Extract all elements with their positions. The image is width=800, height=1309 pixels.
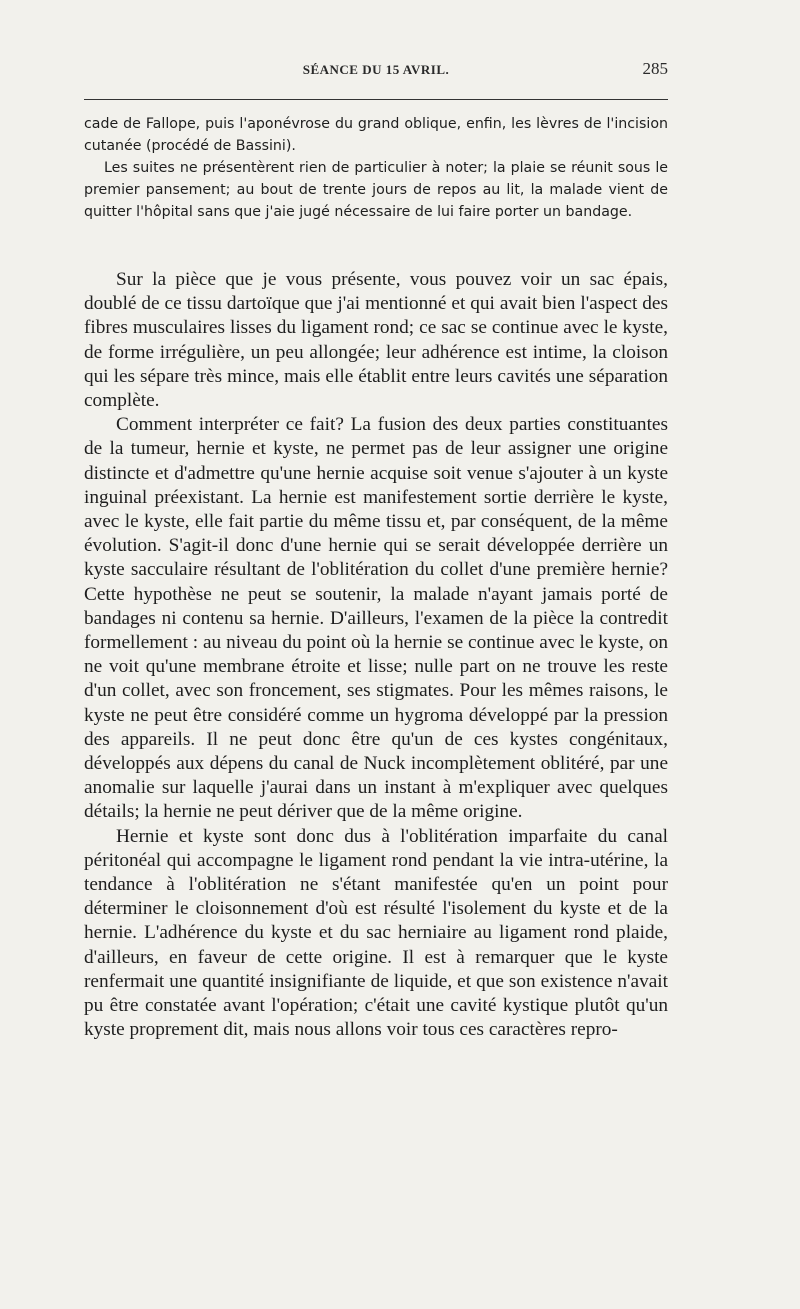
header-rule (84, 99, 668, 100)
page-header (84, 59, 668, 88)
body-text (84, 268, 668, 1043)
note-paragraph-2: Les suites ne présentèrent rien de particulier à noter; la plaie se réunit sous le premier pansement; au bout de trente jours de repos au lit, la malade vient de quitter l'hôpital sans que j'aie jugé nécessaire de lui faire porter un bandage. (84, 160, 668, 220)
running-title: SÉANCE DU 15 AVRIL. (302, 62, 450, 77)
note-block (84, 113, 668, 223)
body-paragraph-3: Hernie et kyste sont donc dus à l'oblitération imparfaite du canal péritonéal qui accompagne le ligament rond pendant la vie intra-utérine, la tendance à l'oblitération ne s'étant manifestée qu'en un point pour déterminer le cloisonnement d'où est résulté l'isolement du kyste et de la hernie. L'adhérence du kyste et du sac herniaire au ligament rond plaide, d'ailleurs, en faveur de cette origine. Il est à remarquer que le kyste renfermait une quantité insignifiante de liquide, et que son existence n'avait pu être constatée avant l'opération; c'était une cavité kystique plutôt qu'un kyste proprement dit, mais nous allons voir tous ces caractères repro- (84, 825, 668, 1041)
body-paragraph-1: Sur la pièce que je vous présente, vous pouvez voir un sac épais, doublé de ce tissu dartoïque que j'ai mentionné et qui avait bien l'aspect des fibres musculaires lisses du ligament rond; ce sac se continue avec le kyste, de forme irrégulière, un peu allongée; leur adhérence est intime, la cloison qui les sépare très mince, mais elle établit entre leurs cavités une séparation complète. (84, 269, 668, 412)
body-paragraph-2: Comment interpréter ce fait? La fusion des deux parties constituantes de la tumeur, hernie et kyste, ne permet pas de leur assigner une origine distincte et d'admettre qu'une hernie acquise soit venue s'ajouter à un kyste inguinal préexistant. La hernie est manifestement sortie derrière le kyste, avec le kyste, elle fait partie du même tissu et, par conséquent, de la même évolution. S'agit-il donc d'une hernie qui se serait développée derrière un kyste sacculaire résultant de l'oblitération du collet d'une première hernie? Cette hypothèse ne peut se soutenir, la malade n'ayant jamais porté de bandages ni contenu sa hernie. D'ailleurs, l'examen de la pièce la contredit formellement : au niveau du point où la hernie se continue avec le kyste, on ne voit qu'une membrane étroite et lisse; nulle part on ne trouve les reste d'un collet, avec son froncement, ses stigmates. Pour les mêmes raisons, le kyste ne peut être considéré comme un hygroma développé par la pression des appareils. Il ne peut donc être qu'un de ces kystes congénitaux, développés aux dépens du canal de Nuck incomplètement oblitéré, par une anomalie sur laquelle j'aurai dans un instant à m'expliquer avec quelques détails; la hernie ne peut dériver que de la même origine. (84, 414, 668, 823)
page-number: 285 (642, 59, 668, 78)
note-paragraph-1: cade de Fallope, puis l'aponévrose du grand oblique, enfin, les lèvres de l'incision cutanée (procédé de Bassini). (84, 116, 668, 154)
